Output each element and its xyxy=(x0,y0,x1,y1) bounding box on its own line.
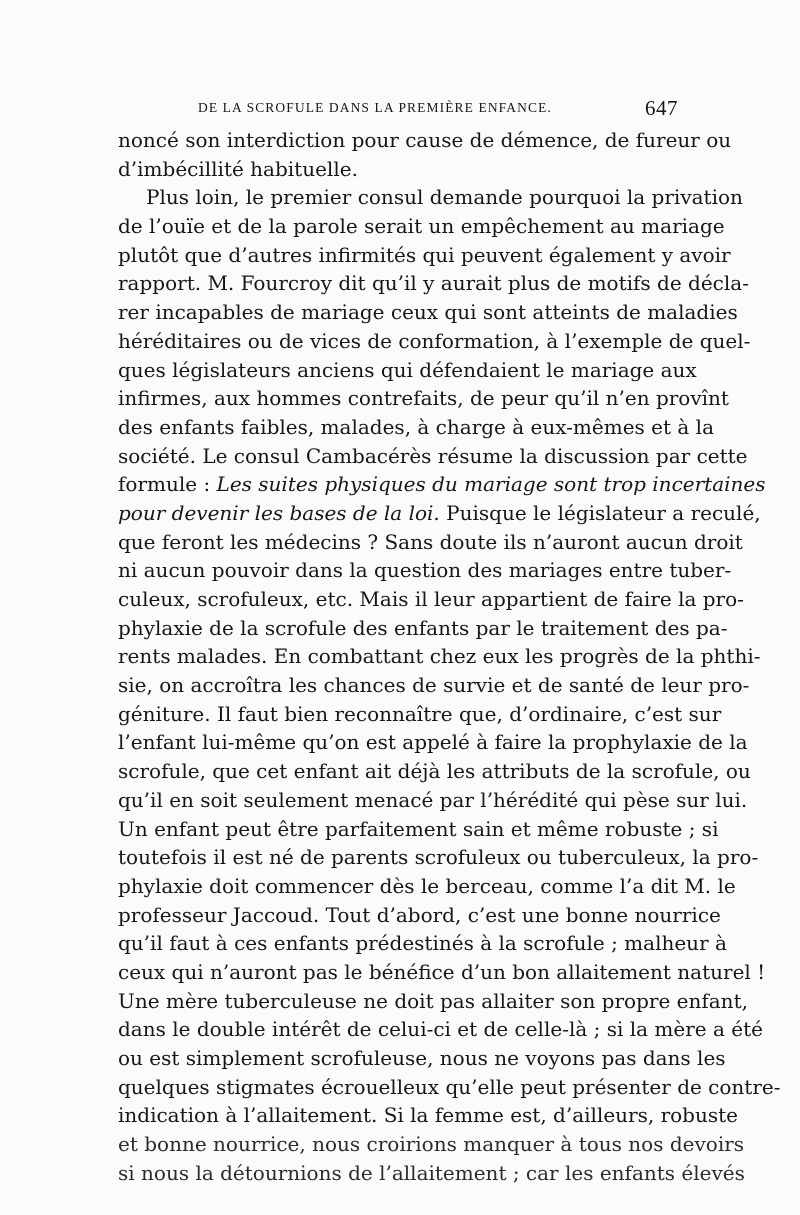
text-line: sie, on accroîtra les chances de survie et de santé de leur pro- xyxy=(118,673,750,698)
text-line: héréditaires ou de vices de conformation, à l’exemple de quel- xyxy=(118,328,751,353)
text-line: plutôt que d’autres infirmités qui peuvent également y avoir xyxy=(118,242,731,267)
body-text xyxy=(118,126,781,1187)
text-line: indication à l’allaitement. Si la femme est, d’ailleurs, robuste xyxy=(118,1103,738,1128)
text-line: si nous la détournions de l’allaitement ; car les enfants élevés xyxy=(118,1160,745,1185)
text-line: rents malades. En combattant chez eux les progrès de la phthi- xyxy=(118,644,761,669)
text-line: société. Le consul Cambacérès résume la discussion par cette xyxy=(118,443,748,468)
text-line: scrofule, que cet enfant ait déjà les attributs de la scrofule, ou xyxy=(118,759,751,784)
text-line: Plus loin, le premier consul demande pourquoi la privation xyxy=(146,185,743,210)
text-line: dans le double intérêt de celui-ci et de celle-là ; si la mère a été xyxy=(118,1017,763,1042)
text-line-italic: pour devenir les bases de la loi. xyxy=(118,500,440,525)
text-line: Un enfant peut être parfaitement sain et même robuste ; si xyxy=(118,816,719,841)
text-line: culeux, scrofuleux, etc. Mais il leur appartient de faire la pro- xyxy=(118,587,744,611)
running-head xyxy=(118,96,680,124)
text-line: quelques stigmates écrouelleux qu’elle peut présenter de contre- xyxy=(118,1074,781,1099)
text-line: ceux qui n’auront pas le bénéfice d’un bon allaitement naturel ! xyxy=(118,959,766,984)
text-line: et bonne nourrice, nous croirions manquer à tous nos devoirs xyxy=(118,1132,745,1157)
page-number: 647 xyxy=(645,96,678,120)
text-line: qu’il faut à ces enfants prédestinés à la scrofule ; malheur à xyxy=(118,931,727,956)
text-line: de l’ouïe et de la parole serait un empêchement au mariage xyxy=(118,214,725,239)
text-line: l’enfant lui-même qu’on est appelé à faire la prophylaxie de la xyxy=(118,730,748,755)
text-line: phylaxie doit commencer dès le berceau, comme l’a dit M. le xyxy=(118,873,736,898)
text-line: Une mère tuberculeuse ne doit pas allaiter son propre enfant, xyxy=(118,988,748,1013)
text-line xyxy=(118,470,766,499)
text-line: infirmes, aux hommes contrefaits, de peur qu’il n’en provînt xyxy=(118,386,729,411)
text-line: phylaxie de la scrofule des enfants par le traitement des pa- xyxy=(118,615,728,640)
text-line: ou est simplement scrofuleuse, nous ne voyons pas dans les xyxy=(118,1046,726,1070)
text-line-italic: Les suites physiques du mariage sont trop incertaines xyxy=(216,472,766,497)
text-line: noncé son interdiction pour cause de démence, de fureur ou xyxy=(118,128,732,152)
text-line: rer incapables de mariage ceux qui sont atteints de maladies xyxy=(118,300,738,325)
text-line xyxy=(118,499,761,528)
running-title: DE LA SCROFULE DANS LA PREMIÈRE ENFANCE. xyxy=(198,100,552,115)
text-line-roman: Puisque le législateur a reculé, xyxy=(439,500,761,525)
text-line: toutefois il est né de parents scrofuleux ou tuberculeux, la pro- xyxy=(118,845,759,870)
text-line: qu’il en soit seulement menacé par l’hérédité qui pèse sur lui. xyxy=(118,787,748,812)
text-line: ques législateurs anciens qui défendaient le mariage aux xyxy=(118,357,697,382)
text-line-roman: formule : xyxy=(118,472,217,497)
text-line: des enfants faibles, malades, à charge à eux-mêmes et à la xyxy=(118,414,714,439)
text-line: géniture. Il faut bien reconnaître que, d’ordinaire, c’est sur xyxy=(118,701,722,726)
text-line: d’imbécillité habituelle. xyxy=(118,156,358,181)
text-line: que feront les médecins ? Sans doute ils n’auront aucun droit xyxy=(118,529,743,554)
text-line: rapport. M. Fourcroy dit qu’il y aurait plus de motifs de décla- xyxy=(118,271,749,296)
text-line: professeur Jaccoud. Tout d’abord, c’est une bonne nourrice xyxy=(118,902,721,927)
text-line: ni aucun pouvoir dans la question des mariages entre tuber- xyxy=(118,558,732,583)
